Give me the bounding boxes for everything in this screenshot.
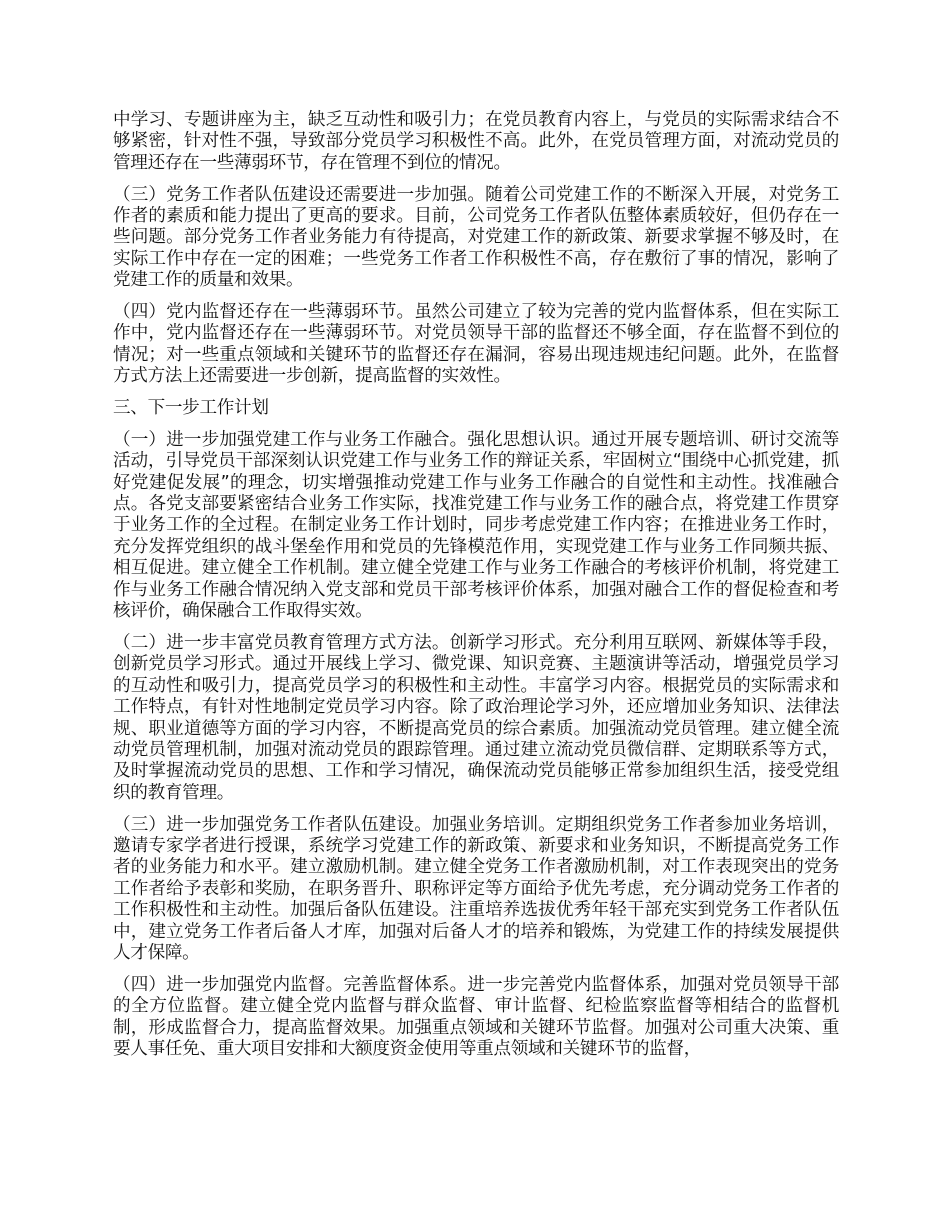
- paragraph-plan-supervision: （四）进一步加强党内监督。完善监督体系。进一步完善党内监督体系，加强对党员领导干部的全方位监督。建立健全党内监督与群众监督、审计监督、纪检监察监督等相结合的监督机制，形成监督合力，提高监督效果。加强重点领域和关键环节监督。加强对公司重大决策、重要人事任免、重大项目安排和大额度资金使用等重点领域和关键环节的监督，: [113, 974, 839, 1059]
- document-page: [113, 110, 839, 1071]
- paragraph-party-education-issues: 中学习、专题讲座为主，缺乏互动性和吸引力；在党员教育内容上，与党员的实际需求结合不够紧密，针对性不强，导致部分党员学习积极性不高。此外，在党员管理方面，对流动党员的管理还存在一些薄弱环节，存在管理不到位的情况。: [113, 110, 839, 173]
- paragraph-party-supervision-issues: （四）党内监督还存在一些薄弱环节。虽然公司建立了较为完善的党内监督体系，但在实际工作中，党内监督还存在一些薄弱环节。对党员领导干部的监督还不够全面，存在监督不到位的情况；对一些重点领域和关键环节的监督还存在漏洞，容易出现违规违纪问题。此外，在监督方式方法上还需要进一步创新，提高监督的实效性。: [113, 302, 839, 387]
- paragraph-plan-worker-team: （三）进一步加强党务工作者队伍建设。加强业务培训。定期组织党务工作者参加业务培训，邀请专家学者进行授课，系统学习党建工作的新政策、新要求和业务知识，不断提高党务工作者的业务能力和水平。建立激励机制。建立健全党务工作者激励机制，对工作表现突出的党务工作者给予表彰和奖励，在职务晋升、职称评定等方面给予优先考虑，充分调动党务工作者的工作积极性和主动性。加强后备队伍建设。注重培养选拔优秀年轻干部充实到党务工作者队伍中，建立党务工作者后备人才库，加强对后备人才的培养和锻炼，为党建工作的持续发展提供人才保障。: [113, 814, 839, 963]
- section-heading-next-steps: 三、下一步工作计划: [113, 398, 269, 419]
- paragraph-plan-education-management: （二）进一步丰富党员教育管理方式方法。创新学习形式。充分利用互联网、新媒体等手段，创新党员学习形式。通过开展线上学习、微党课、知识竞赛、主题演讲等活动，增强党员学习的互动性和吸引力，提高党员学习的积极性和主动性。丰富学习内容。根据党员的实际需求和工作特点，有针对性地制定党员学习内容。除了政治理论学习外，还应增加业务知识、法律法规、职业道德等方面的学习内容，不断提高党员的综合素质。加强流动党员管理。建立健全流动党员管理机制，加强对流动党员的跟踪管理。通过建立流动党员微信群、定期联系等方式，及时掌握流动党员的思想、工作和学习情况，确保流动党员能够正常参加组织生活，接受党组织的教育管理。: [113, 632, 839, 803]
- paragraph-party-worker-team-issues: （三）党务工作者队伍建设还需要进一步加强。随着公司党建工作的不断深入开展，对党务工作者的素质和能力提出了更高的要求。目前，公司党务工作者队伍整体素质较好，但仍存在一些问题。部分党务工作者业务能力有待提高，对党建工作的新政策、新要求掌握不够及时，在实际工作中存在一定的困难；一些党务工作者工作积极性不高，存在敷衍了事的情况，影响了党建工作的质量和效果。: [113, 184, 839, 291]
- paragraph-plan-integration: （一）进一步加强党建工作与业务工作融合。强化思想认识。通过开展专题培训、研讨交流等活动，引导党员干部深刻认识党建工作与业务工作的辩证关系，牢固树立“围绕中心抓党建，抓好党建促发展”的理念，切实增强推动党建工作与业务工作融合的自觉性和主动性。找准融合点。各党支部要紧密结合业务工作实际，找准党建工作与业务工作的融合点，将党建工作贯穿于业务工作的全过程。在制定业务工作计划时，同步考虑党建工作内容；在推进业务工作时，充分发挥党组织的战斗堡垒作用和党员的先锋模范作用，实现党建工作与业务工作同频共振、相互促进。建立健全工作机制。建立健全党建工作与业务工作融合的考核评价机制，将党建工作与业务工作融合情况纳入党支部和党员干部考核评价体系，加强对融合工作的督促检查和考核评价，确保融合工作取得实效。: [113, 429, 839, 622]
